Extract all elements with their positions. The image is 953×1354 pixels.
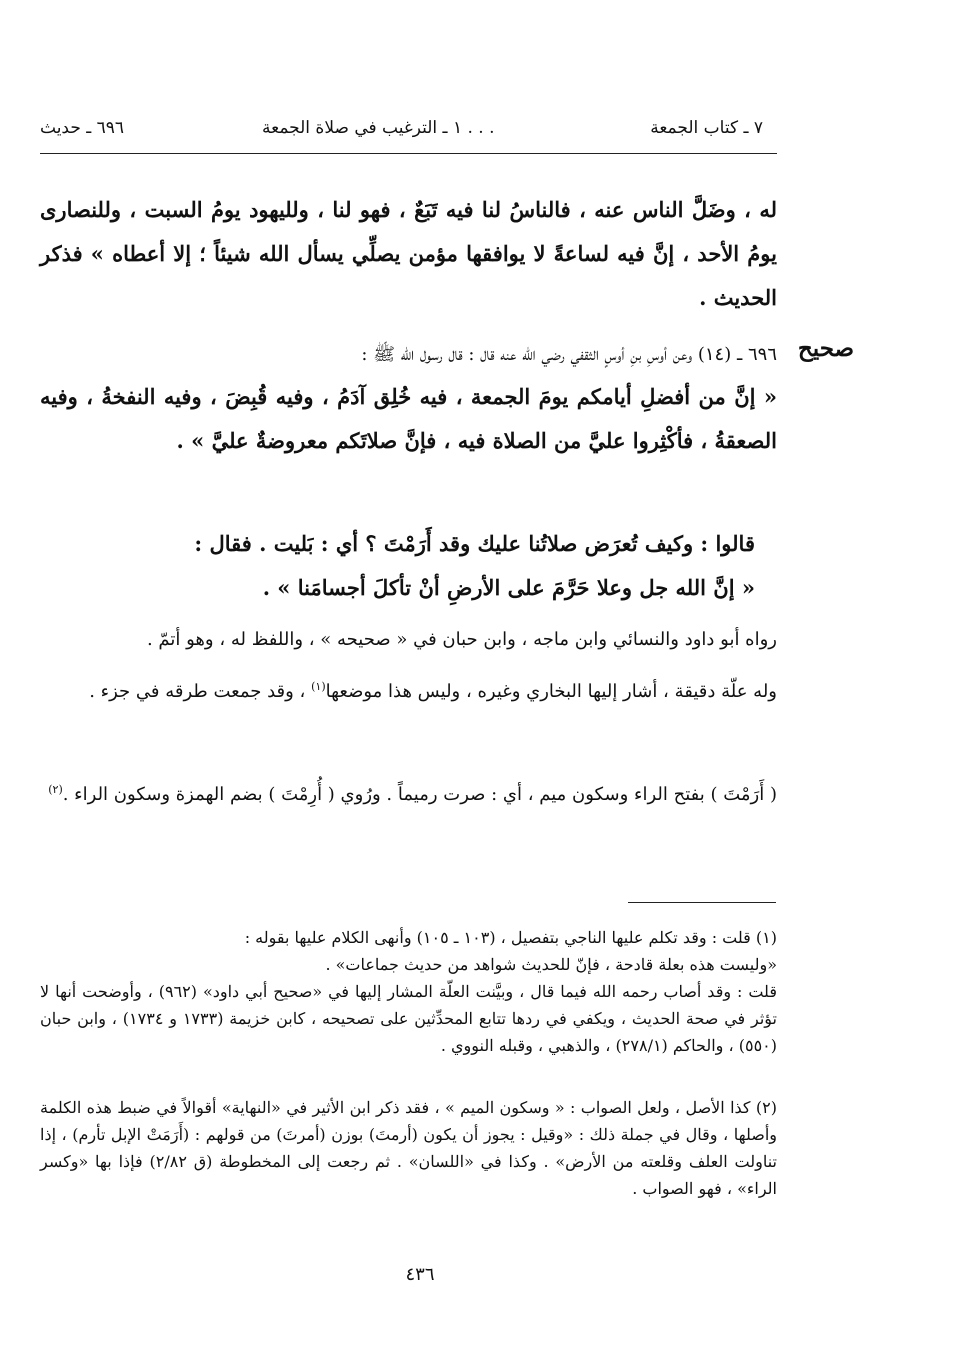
footnote-ref-1[interactable]: (١)	[311, 680, 326, 693]
narration-defect-note	[40, 671, 777, 707]
header-chapter: ٧ ـ كتاب الجمعة	[650, 118, 763, 138]
question-line-2: « إنَّ الله جل وعلا حَرَّمَ على الأرضِ أنْ تأكلَ أجسامَنا » .	[262, 575, 755, 600]
footnote-1-comment: قلت : وقد أصاب رحمه الله فيما قال ، وبيَّنت العلّة المشار إليها في «صحيح أبي داود» (٩٦٢) ، وأوضحت أنها لا تؤثر في صحة الحديث ، ويكفي في ردها تتابع المحدِّثين على تصحيحه ، كابن خزيمة (١٧٣٣ و ١٧٣٤) ، وابن حبان (٥٥٠) ، والحاكم (٢٧٨/١) ، والذهبي ، وقبله النووي .	[40, 982, 778, 1055]
hadith-696-intro: ٦٩٦ ـ (١٤) وعن أوسِ بنِ أوسٍ الثقفي رضي الله عنه قال : قال رسول الله ﷺ :	[361, 344, 777, 365]
narration-sources: رواه أبو داود والنسائي وابن ماجه ، وابن حبان في « صحيحه » ، واللفظ له ، وهو أتمّ .	[146, 629, 777, 650]
header-divider	[40, 153, 777, 154]
header-section: ١ ـ الترغيب في صلاة الجمعة . . .	[262, 118, 495, 138]
header-hadith-number: ٦٩٦ ـ حديث	[40, 118, 125, 138]
footnote-1-quote: «وليست هذه بعلة قادحة ، فإنّ للحديث شواهد من حديث جماعات» .	[325, 955, 777, 974]
defect-note-text-end: ، وقد جمعت طرقه في جزء .	[89, 681, 312, 702]
footnote-1	[40, 924, 777, 1059]
hadith-696-text: « إنَّ من أفضلِ أيامكم يومَ الجمعة ، فيه خُلِق آدَمُ ، وفيه قُبِضَ ، وفيه النفخةُ ، وفيه الصعقةُ ، فأكْثِروا عليَّ من الصلاة فيه ، فإنَّ صلاتَكم معروضةٌ عليَّ » .	[40, 384, 777, 453]
word-explanation	[40, 774, 777, 810]
defect-note-text: وله علّة دقيقة ، أشار إليها البخاري وغيره ، وليس هذا موضعها	[325, 681, 777, 702]
paragraph-continued-hadith: له ، وضَلَّ الناس عنه ، فالناسُ لنا فيه تَبَعٌ ، فهو لنا ، ولليهود يومُ السبت ، وللنصارى يومُ الأحد ، إنَّ فيه لساعةً لا يوافقها مؤمن يصلِّي يسأل الله شيئاً ؛ إلا أعطاه » فذكر الحديث .	[40, 197, 777, 310]
footnote-1-line-a: (١) قلت : وقد تكلم عليها الناجي بتفصيل ، (١٠٣ ـ ١٠٥) وأنهى الكلام عليها بقوله :	[244, 928, 777, 947]
footnote-ref-2[interactable]: (٢)	[48, 783, 63, 796]
page-number: ٤٣٦	[405, 1264, 435, 1285]
hadith-grade-label: صحيح	[797, 335, 855, 362]
footnote-2: (٢) كذا الأصل ، ولعل الصواب : « وسكون الميم » ، فقد ذكر ابن الأثير في «النهاية» أقوالاً في ضبط هذه الكلمة وأصلها ، وقال في جملة ذلك : «وقيل : يجوز أن يكون (أرمتَ) بوزن (أمرتَ) من قولهم : (أَرَمَتْ الإبل تأرم) ، إذا تناولت العلف وقلعته من الأرض» . وكذا في «اللسان» . ثم رجعت إلى المخطوطة (ق ٢/٨٢) فإذا بها «وكسر الراء» ، فهو الصواب .	[40, 1098, 778, 1198]
word-explanation-text: ( أَرَمْتَ ) بفتح الراء وسكون ميم ، أي : صرت رميماً . ورُوي ( أُرِمْتَ ) بضم الهمزة وسكون الراء .	[62, 784, 777, 805]
footnote-divider	[628, 902, 776, 903]
question-line-1: قالوا : وكيف تُعرَض صلاتُنا عليك وقد أَرَمْتَ ؟ أي : بَليت . فقال :	[194, 531, 755, 556]
